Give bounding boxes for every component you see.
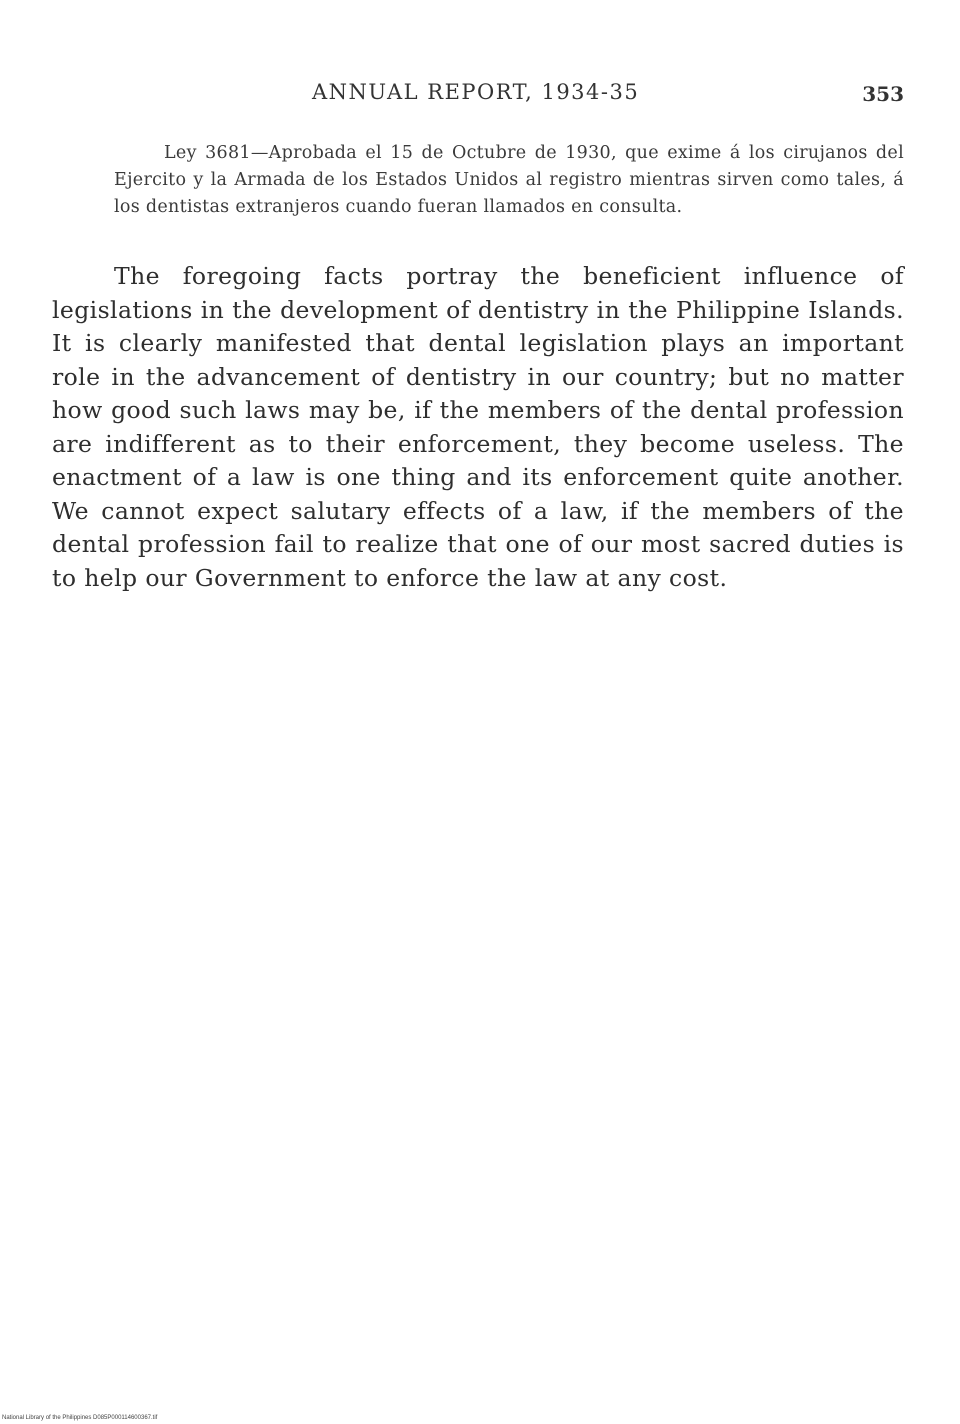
running-head (0, 80, 960, 112)
footnote-ley-3681: Ley 3681—Aprobada el 15 de Octubre de 1930, que exime á los cirujanos del Ejercito y la Armada de los Estados Unidos al registro mientras sirven como tales, á los dentistas extranjeros cuando fueran llamados en consulta. (114, 143, 904, 217)
scan-credit-footer: National Library of the Philippines D085P000114600367.tif (2, 1415, 158, 1421)
body-paragraph: The foregoing facts portray the beneficient influence of legislations in the development of dentistry in the Philippine Islands. It is clearly manifested that dental legislation plays an important role in the advancement of dentistry in our country; but no matter how good such laws may be, if the members of the dental profession are indifferent as to their enforcement, they become useless. The enactment of a law is one thing and its enforcement quite another. We cannot expect salutary effects of a law, if the members of the dental profession fail to realize that one of our most sacred duties is to help our Government to enforce the law at any cost. (52, 262, 904, 592)
running-title: ANNUAL REPORT, 1934-35 (312, 80, 640, 104)
page-number: 353 (862, 82, 904, 106)
